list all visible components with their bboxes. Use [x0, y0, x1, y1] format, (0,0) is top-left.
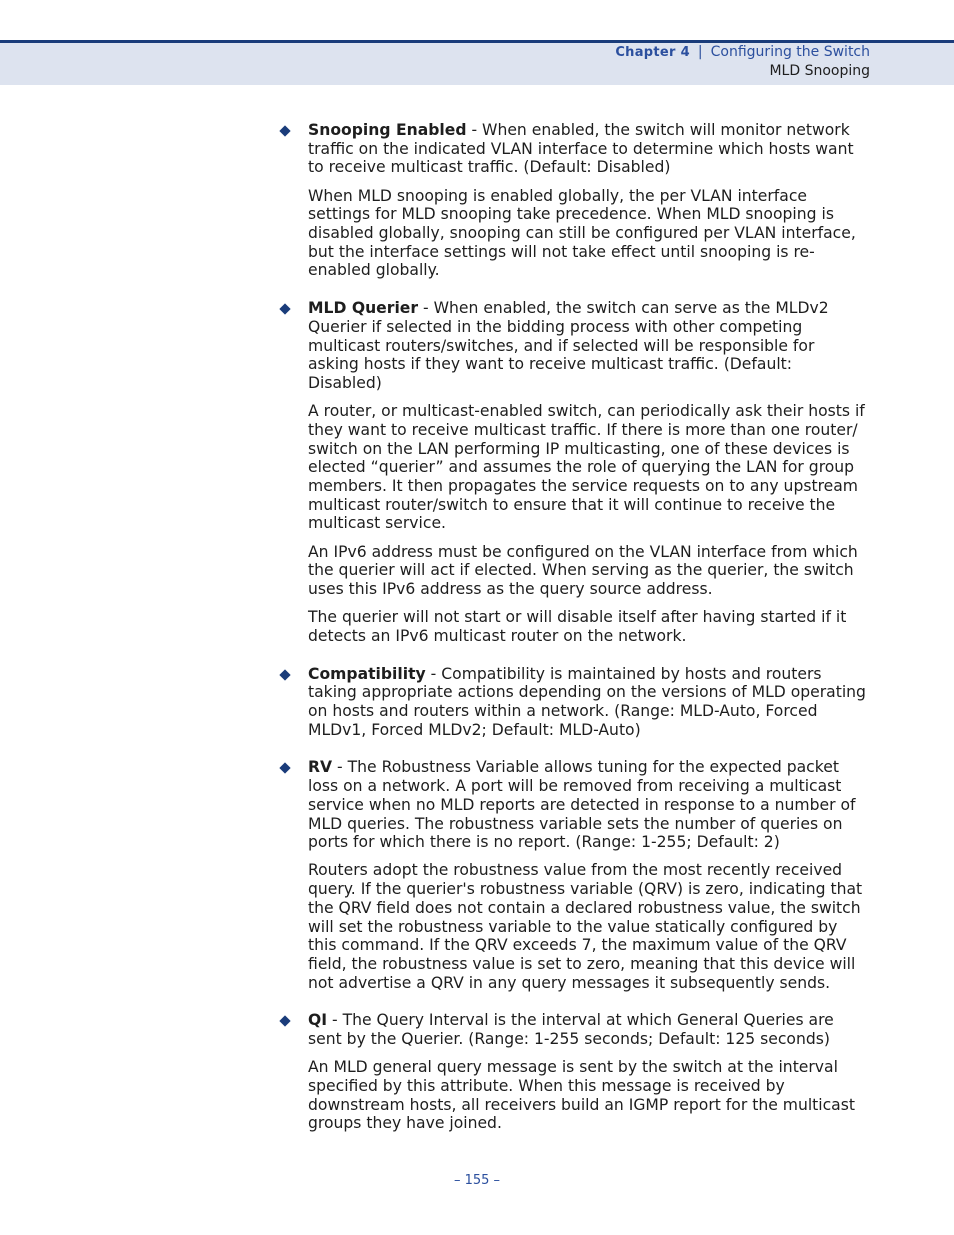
item-lead-paragraph	[308, 665, 868, 740]
section-title: Configuring the Switch	[710, 44, 870, 60]
item-lead-paragraph	[308, 121, 868, 177]
item-description: - When enabled, the switch will monitor network traffic on the indicated VLAN interface to determine which hosts want to receive multicast traffic. (Default: Disabled)	[308, 121, 854, 177]
list-item-rv	[308, 758, 868, 992]
item-description: - Compatibility is maintained by hosts and routers taking appropriate actions depending on the versions of MLD operating on hosts and routers within a network. (Range: MLD-Auto, Forced MLDv1, Forced MLDv2; Default: MLD-Auto)	[308, 664, 866, 739]
diamond-bullet-icon	[278, 668, 292, 682]
item-paragraph: Routers adopt the robustness value from the most recently received query. If the querier's robustness variable (QRV) is zero, indicating that the QRV field does not contain a declared robustness value, the switch will set the robustness variable to the value statically configured by this command. If the QRV exceeds 7, the maximum value of the QRV field, the robustness value is set to zero, meaning that this device will not advertise a QRV in any query messages it subsequently sends.	[308, 861, 863, 992]
item-lead-paragraph	[308, 1011, 868, 1048]
item-paragraph: An MLD general query message is sent by the switch at the interval specified by this attribute. When this message is received by downstream hosts, all receivers build an IGMP report for the multicast groups they have joined.	[308, 1058, 855, 1133]
item-description: - The Query Interval is the interval at which General Queries are sent by the Querier. (Range: 1-255 seconds; Default: 125 seconds)	[308, 1011, 834, 1049]
diamond-bullet-icon	[278, 302, 292, 316]
list-item-mld-querier	[308, 299, 868, 645]
subsection-title: MLD Snooping	[769, 63, 870, 79]
diamond-bullet-icon	[278, 761, 292, 775]
list-item-compatibility	[308, 665, 868, 740]
list-item-qi	[308, 1011, 868, 1133]
item-term: Compatibility	[308, 664, 426, 683]
item-description: - When enabled, the switch can serve as the MLDv2 Querier if selected in the bidding process with other competing multicast routers/switches, and if selected will be responsible for asking hosts if they want to receive multicast traffic. (Default: Disabled)	[308, 299, 829, 392]
item-term: QI	[308, 1011, 328, 1030]
item-paragraph: When MLD snooping is enabled globally, the per VLAN interface settings for MLD snooping take precedence. When MLD snooping is disabled globally, snooping can still be configured per VLAN interface, but the interface settings will not take effect until snooping is re-enabled globally.	[308, 186, 856, 280]
item-lead-paragraph	[308, 758, 868, 852]
diamond-bullet-icon	[278, 124, 292, 138]
item-paragraph: An IPv6 address must be configured on the VLAN interface from which the querier will act if elected. When serving as the querier, the switch uses this IPv6 address as the query source address.	[308, 542, 858, 598]
item-paragraph: A router, or multicast-enabled switch, can periodically ask their hosts if they want to receive multicast traffic. If there is more than one router/ switch on the LAN performing IP multicasting, one of these devices is elected “querier” and assumes the role of querying the LAN for group members. It then propagates the service requests on to any upstream multicast router/switch to ensure that it will continue to receive the multicast service.	[308, 402, 865, 533]
running-header	[615, 44, 870, 60]
diamond-bullet-icon	[278, 1014, 292, 1028]
item-lead-paragraph	[308, 299, 868, 393]
item-paragraph: The querier will not start or will disable itself after having started if it detects an IPv6 multicast router on the network.	[308, 608, 847, 645]
page-number: – 155 –	[453, 1173, 501, 1188]
item-term: MLD Querier	[308, 299, 419, 318]
body-content	[308, 121, 868, 1133]
item-term: RV	[308, 758, 333, 777]
header-separator: |	[697, 44, 703, 60]
list-item-snooping-enabled	[308, 121, 868, 280]
item-term: Snooping Enabled	[308, 121, 467, 139]
chapter-label: Chapter 4	[615, 45, 690, 60]
item-description: - The Robustness Variable allows tuning for the expected packet loss on a network. A port will be removed from receiving a multicast service when no MLD reports are detected in response to a number of MLD queries. The robustness variable sets the number of queries on ports for which there is no report. (Range: 1-255; Default: 2)	[308, 758, 856, 852]
